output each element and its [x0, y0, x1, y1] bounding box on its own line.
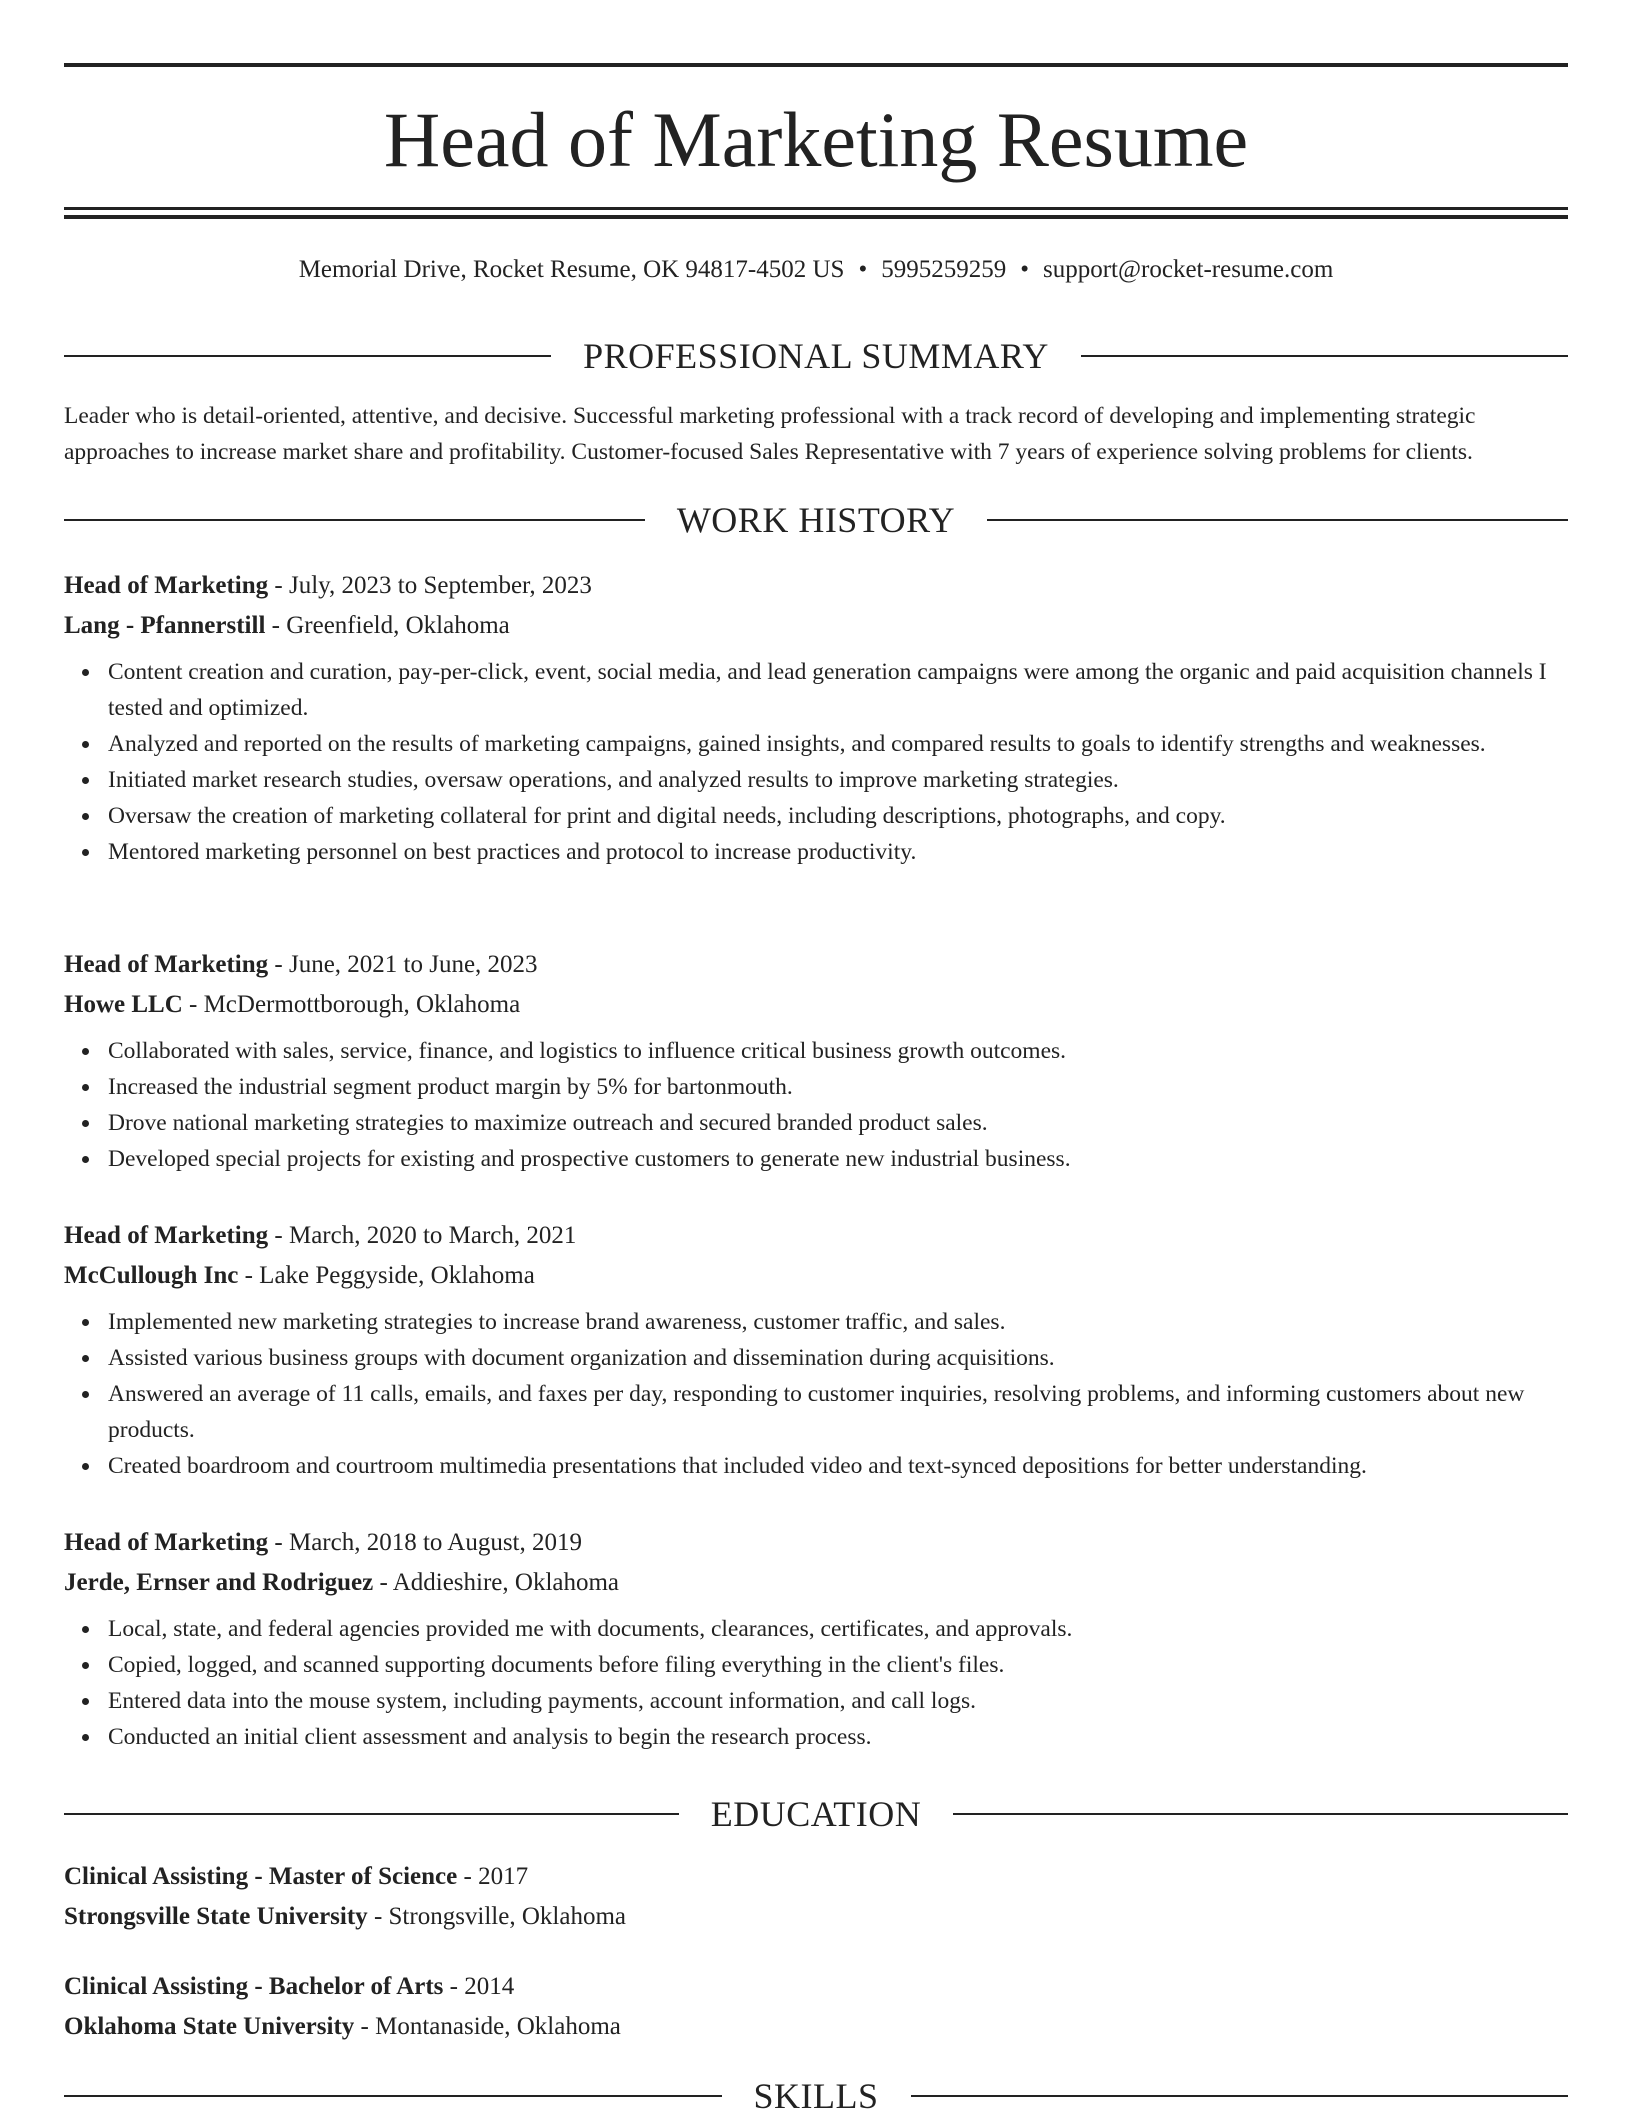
section-rule-right	[953, 1813, 1568, 1815]
section-label: PROFESSIONAL SUMMARY	[583, 336, 1049, 376]
contact-phone: 5995259259	[881, 256, 1007, 283]
job-company: Lang - Pfannerstill	[64, 612, 266, 639]
section-label: SKILLS	[753, 2076, 879, 2116]
job-bullet: Copied, logged, and scanned supporting documents before filing everything in the client's files.	[108, 1647, 1568, 1683]
job-title: Head of Marketing	[64, 1529, 269, 1556]
job-dates: - June, 2021 to June, 2023	[268, 951, 538, 978]
section-rule-left	[64, 1813, 679, 1815]
job-bullet: Initiated market research studies, oversaw operations, and analyzed results to improve marketing strategies.	[108, 762, 1568, 798]
job-company-line	[64, 606, 1568, 646]
section-rule-right	[1081, 355, 1568, 357]
job-title: Head of Marketing	[64, 951, 269, 978]
job-location: - Lake Peggyside, Oklahoma	[238, 1262, 535, 1289]
education-year: - 2014	[443, 1973, 515, 2000]
job-entry	[64, 1523, 1568, 1755]
contact-email: support@rocket-resume.com	[1043, 256, 1334, 283]
job-location: - Greenfield, Oklahoma	[265, 612, 510, 639]
section-heading-education	[64, 1792, 1568, 1836]
job-dates: - March, 2018 to August, 2019	[268, 1529, 583, 1556]
job-bullet: Implemented new marketing strategies to increase brand awareness, customer traffic, and sales.	[108, 1304, 1568, 1340]
header-double-rule-upper	[64, 207, 1568, 210]
summary-paragraph: Leader who is detail-oriented, attentive, and decisive. Successful marketing professional with a track record of developing and implementing strategic approaches to increase market share and profitability. Customer-focused Sales Representative with 7 years of experience solving problems for clients.	[64, 403, 1476, 465]
job-title: Head of Marketing	[64, 572, 269, 599]
job-bullet: Oversaw the creation of marketing collateral for print and digital needs, including descriptions, photographs, and copy.	[108, 798, 1568, 834]
header-double-rule-lower	[64, 215, 1568, 219]
education-location: - Strongsville, Oklahoma	[367, 1903, 626, 1930]
job-bullet: Conducted an initial client assessment and analysis to begin the research process.	[108, 1719, 1568, 1755]
section-label: WORK HISTORY	[676, 500, 956, 540]
contact-line	[64, 252, 1568, 288]
education-school-line	[64, 1897, 1568, 1937]
job-bullet: Answered an average of 11 calls, emails, and faxes per day, responding to customer inquiries, resolving problems, and informing customers about new products.	[108, 1376, 1568, 1448]
education-school: Strongsville State University	[64, 1903, 368, 1930]
education-entry	[64, 1857, 1568, 1937]
section-heading-work-history	[64, 498, 1568, 542]
header-top-rule	[64, 63, 1568, 67]
job-title-line	[64, 1216, 1568, 1256]
job-company-line	[64, 1256, 1568, 1296]
education-degree-line	[64, 1857, 1568, 1897]
job-bullet: Drove national marketing strategies to maximize outreach and secured branded product sales.	[108, 1105, 1568, 1141]
job-bullet: Analyzed and reported on the results of marketing campaigns, gained insights, and compared results to goals to identify strengths and weaknesses.	[108, 726, 1568, 762]
education-school-line	[64, 2007, 1568, 2047]
job-entry	[64, 945, 1568, 1177]
job-location: - McDermottborough, Oklahoma	[182, 991, 521, 1018]
job-bullet: Increased the industrial segment product margin by 5% for bartonmouth.	[108, 1069, 1568, 1105]
job-company: Jerde, Ernser and Rodriguez	[64, 1569, 374, 1596]
job-bullet-list	[64, 1611, 1568, 1755]
job-bullet: Mentored marketing personnel on best practices and protocol to increase productivity.	[108, 834, 1568, 870]
resume-title: Head of Marketing Resume	[383, 96, 1249, 183]
job-title-line	[64, 566, 1568, 606]
job-dates: - July, 2023 to September, 2023	[268, 572, 592, 599]
job-entry	[64, 1216, 1568, 1484]
section-heading-skills	[64, 2074, 1568, 2118]
job-company: McCullough Inc	[64, 1262, 239, 1289]
section-rule-right	[911, 2095, 1569, 2097]
education-degree-line	[64, 1967, 1568, 2007]
job-bullet: Content creation and curation, pay-per-click, event, social media, and lead generation campaigns were among the organic and paid acquisition channels I tested and optimized.	[108, 654, 1568, 726]
education-location: - Montanaside, Oklahoma	[354, 2013, 621, 2040]
section-rule-left	[64, 519, 645, 521]
job-dates: - March, 2020 to March, 2021	[268, 1222, 577, 1249]
job-bullet-list	[64, 654, 1568, 870]
job-company-line	[64, 985, 1568, 1025]
job-bullet: Developed special projects for existing and prospective customers to generate new industrial business.	[108, 1141, 1568, 1177]
contact-separator: •	[858, 256, 868, 283]
job-title-line	[64, 1523, 1568, 1563]
job-company-line	[64, 1563, 1568, 1603]
section-heading-summary	[64, 334, 1568, 378]
job-title-line	[64, 945, 1568, 985]
job-entry	[64, 566, 1568, 870]
job-bullet: Created boardroom and courtroom multimedia presentations that included video and text-synced depositions for better understanding.	[108, 1448, 1568, 1484]
education-school: Oklahoma State University	[64, 2013, 355, 2040]
section-rule-left	[64, 355, 551, 357]
job-bullet: Local, state, and federal agencies provided me with documents, clearances, certificates, and approvals.	[108, 1611, 1568, 1647]
education-entry	[64, 1967, 1568, 2047]
job-bullet: Collaborated with sales, service, finance, and logistics to influence critical business growth outcomes.	[108, 1033, 1568, 1069]
job-location: - Addieshire, Oklahoma	[373, 1569, 620, 1596]
education-year: - 2017	[457, 1863, 529, 1890]
contact-separator: •	[1020, 256, 1029, 283]
job-bullet: Entered data into the mouse system, including payments, account information, and call logs.	[108, 1683, 1568, 1719]
job-title: Head of Marketing	[64, 1222, 269, 1249]
job-company: Howe LLC	[64, 991, 183, 1018]
job-bullet: Assisted various business groups with document organization and dissemination during acquisitions.	[108, 1340, 1568, 1376]
education-degree: Clinical Assisting - Master of Science	[64, 1863, 458, 1890]
education-degree: Clinical Assisting - Bachelor of Arts	[64, 1973, 444, 2000]
contact-address: Memorial Drive, Rocket Resume, OK 94817-4502 US	[298, 256, 845, 283]
section-rule-right	[987, 519, 1568, 521]
section-rule-left	[64, 2095, 722, 2097]
section-label: EDUCATION	[710, 1794, 922, 1834]
job-bullet-list	[64, 1033, 1568, 1177]
job-bullet-list	[64, 1304, 1568, 1484]
